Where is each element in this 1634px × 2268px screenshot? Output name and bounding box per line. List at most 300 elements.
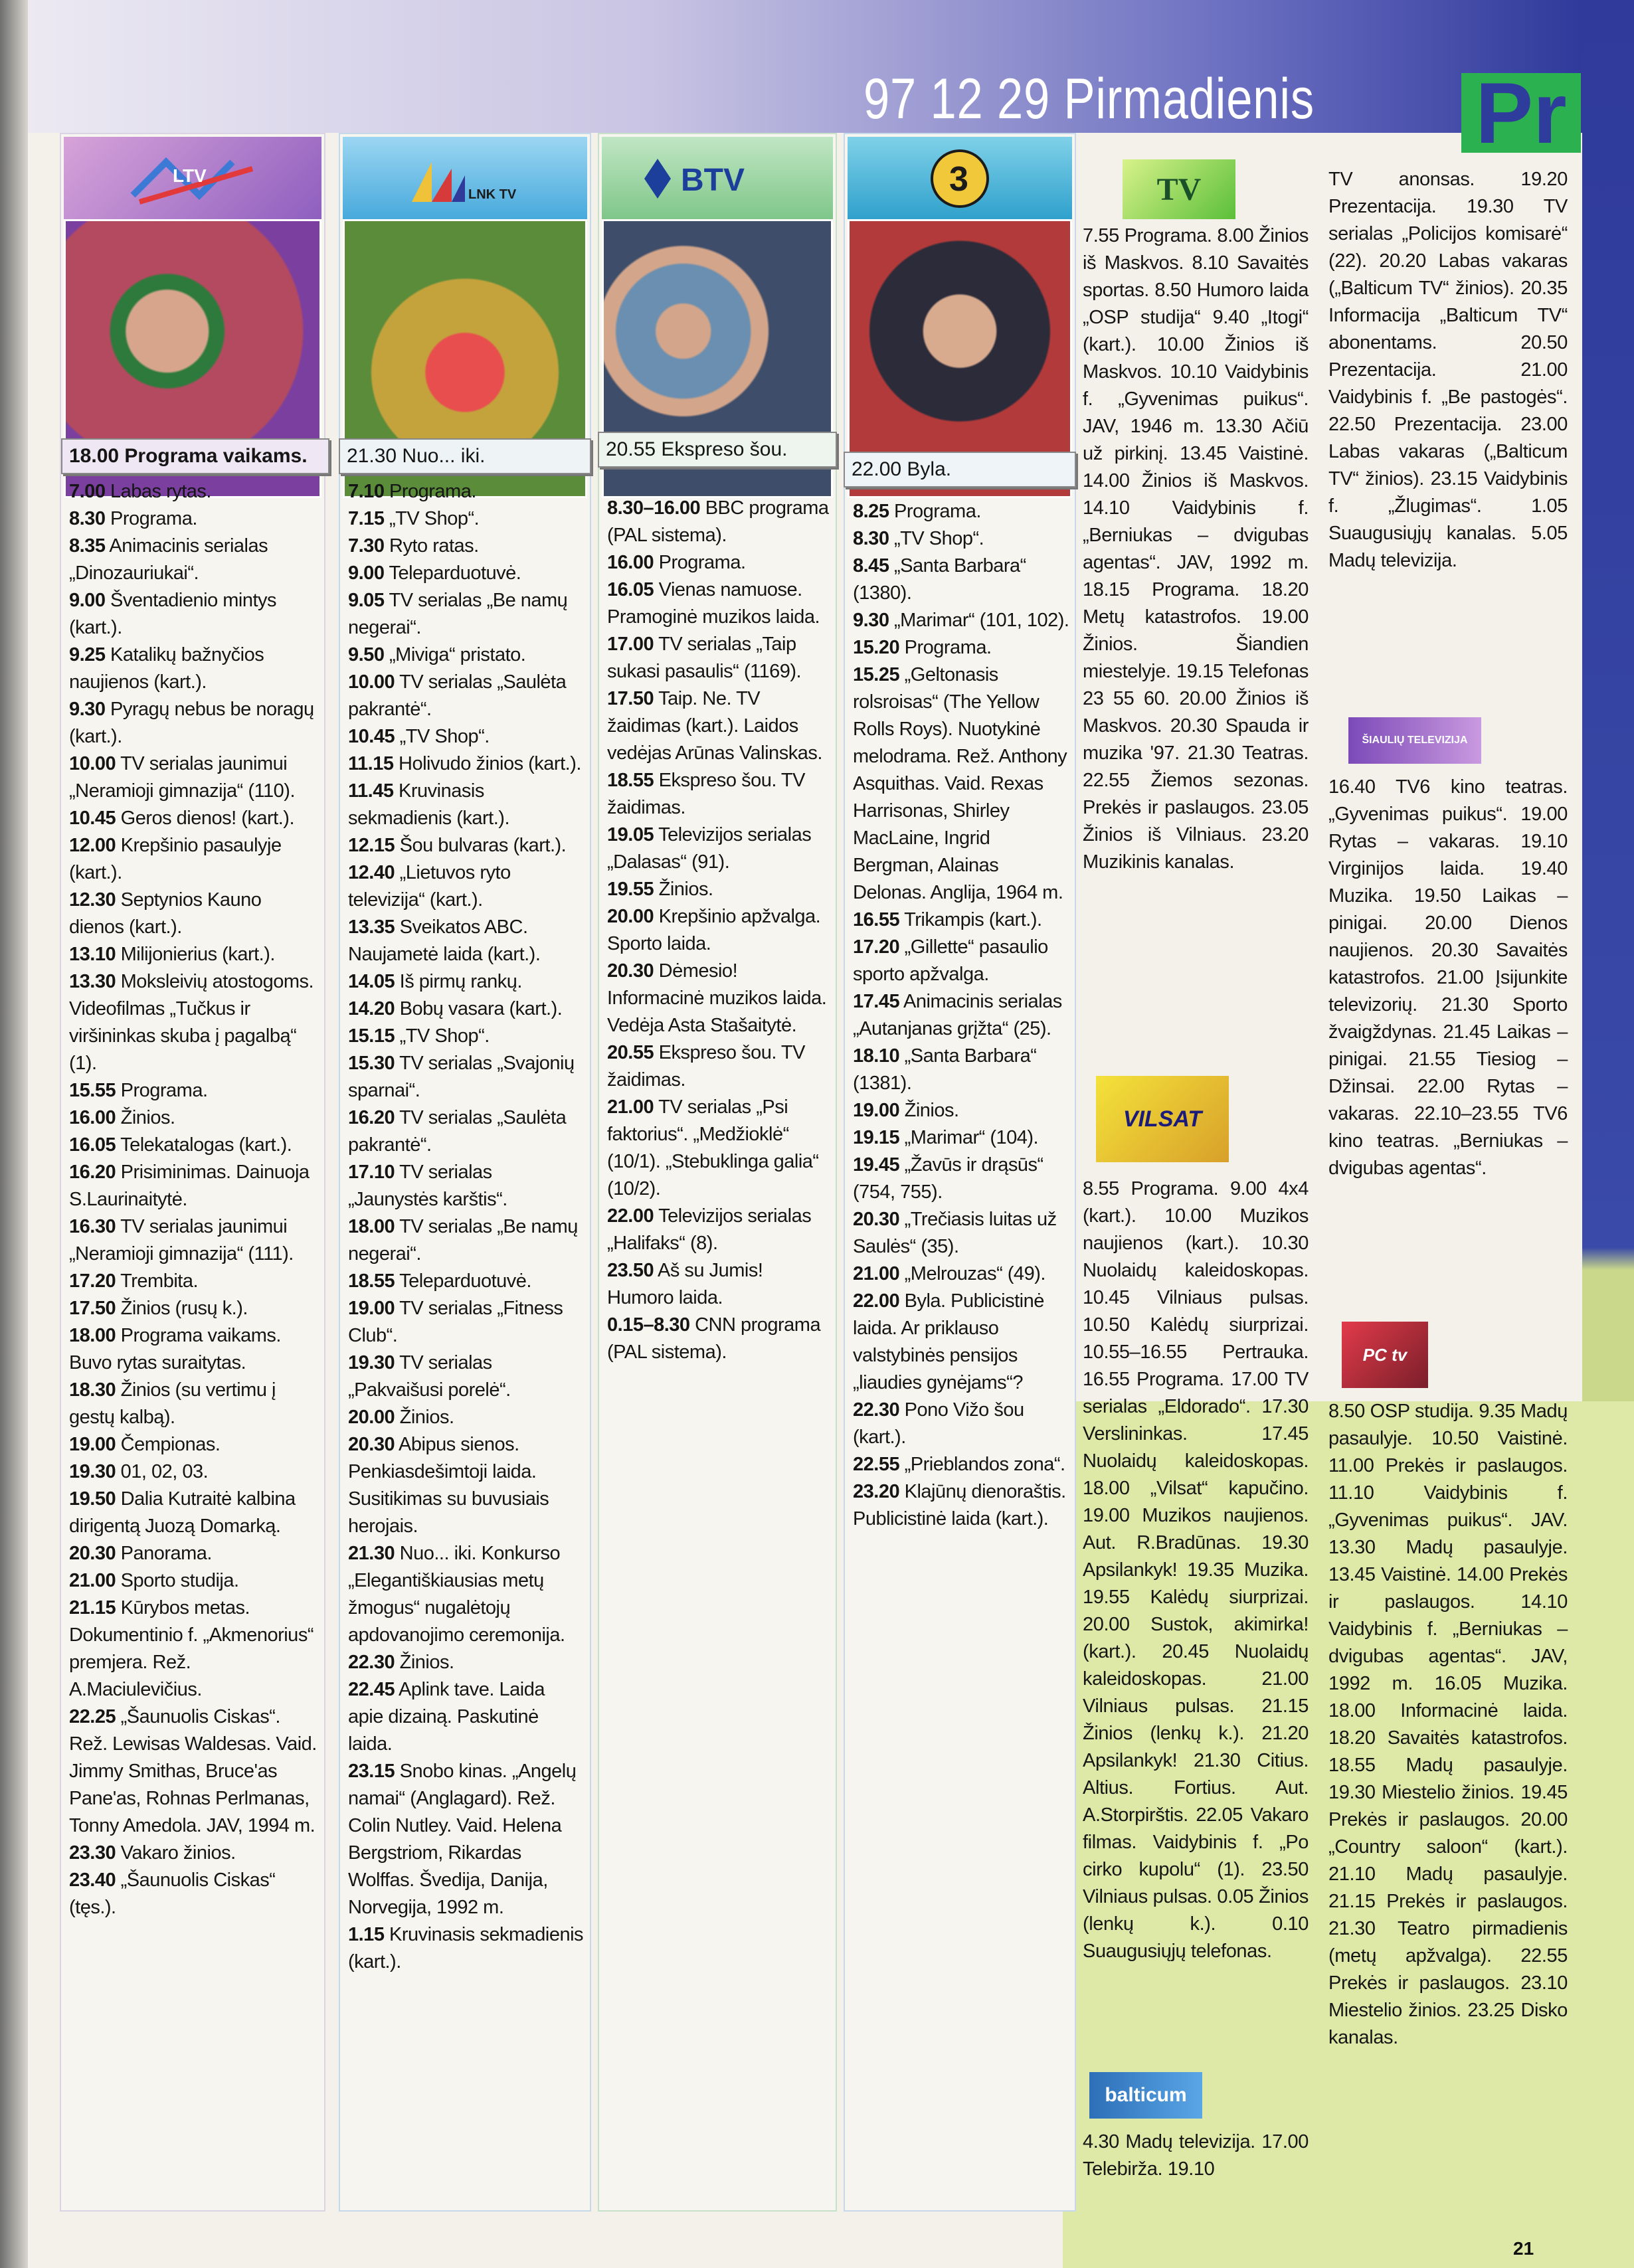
ltv-program-item bbox=[69, 505, 319, 533]
ltv-program-time: 13.30 bbox=[69, 971, 116, 992]
lnk-program-time: 1.15 bbox=[348, 1924, 385, 1945]
btv-program-title: Žinios. bbox=[654, 879, 713, 900]
tv3-program-time: 15.20 bbox=[853, 637, 900, 658]
lnk-program-item bbox=[348, 505, 585, 533]
lnk-program-item bbox=[348, 560, 585, 587]
ltv-program-time: 8.30 bbox=[69, 508, 106, 529]
lnk-program-item bbox=[348, 1649, 585, 1676]
tv3-logo-text: 3 bbox=[949, 159, 968, 199]
ltv-program-item bbox=[69, 832, 319, 887]
tv3-program-title: „Santa Barbara“ (1381). bbox=[853, 1045, 1037, 1094]
ltv-program-item bbox=[69, 1295, 319, 1322]
ltv-program-title: Programa vaikams. Buvo rytas suraitytas. bbox=[69, 1325, 281, 1373]
btv-program-item bbox=[607, 495, 830, 549]
tv3-program-time: 9.30 bbox=[853, 610, 889, 631]
ltv-program-item bbox=[69, 1431, 319, 1458]
ltv-program-title: Sporto studija. bbox=[116, 1570, 239, 1591]
ltv-program-time: 23.30 bbox=[69, 1842, 116, 1864]
tv3-program-item bbox=[853, 634, 1069, 661]
vilsat-listing: 8.55 Programa. 9.00 4x4 (kart.). 10.00 Muzikos naujienos (kart.). 10.30 Nuolaidų kaleidoskopas. 10.45 Vilniaus pulsas. 10.50 Kalėdų siurprizai. 10.55–16.55 Pertrauka. 16.55 Programa. 17.00 TV serialas „Eldorado“. 17.30 Verslininkas. 17.45 Nuolaidų kaleidoskopas. 18.00 „Vilsat“ kapučino. 19.00 Muzikos naujienos. Aut. R.Bradūnas. 19.30 Apsilankyk! 19.35 Muzika. 19.55 Kalėdų siurprizai. 20.00 Sustok, akimirka! (kart.). 20.45 Nuolaidų kaleidoskopas. 21.00 Vilniaus pulsas. 21.15 Žinios (lenkų k.). 21.20 Apsilankyk! 21.30 Citius. Altius. Fortius. Aut. A.Storpirštis. 22.05 Vakaro filmas. Vaidybinis f. „Po cirko kupolu“ (1). 23.50 Vilniaus pulsas. 0.05 Žinios (lenkų k.). 0.10 Suaugusiųjų telefonas. bbox=[1083, 1178, 1309, 1962]
ltv-program-item bbox=[69, 587, 319, 642]
tv3-logo-icon bbox=[927, 145, 993, 212]
lnk-program-time: 16.20 bbox=[348, 1107, 395, 1128]
pc-tv-listing: 8.50 OSP studija. 9.35 Madų pasaulyje. 10.50 Vaistinė. 11.00 Prekės ir paslaugos. 11.10 Vaidybinis f. „Gyvenimas puikus“. JAV. 13.30 Madų pasaulyje. 13.45 Vaistinė. 14.00 Prekės ir paslaugos. 14.10 Vaidybinis f. „Berniukas – dvigubas agentas“. JAV, 1992 m. 16.05 Muzika. 18.00 Informacinė laida. 18.20 Savaitės katastrofos. 18.55 Madų pasaulyje. 19.30 Miestelio žinios. 19.45 Prekės ir paslaugos. 20.00 „Country saloon“ (kart.). 21.10 Madų pasaulyje. 21.15 Prekės ir paslaugos. 21.30 Teatro pirmadienis (metų apžvalga). 22.55 Prekės ir paslaugos. 23.10 Miestelio žinios. 23.25 Disko kanalas. bbox=[1328, 1401, 1568, 2048]
lnk-program-item bbox=[348, 996, 585, 1023]
lnk-program-title: Ryto ratas. bbox=[384, 535, 479, 557]
btv-program-item bbox=[607, 1312, 830, 1366]
tv3-program-title: Klajūnų dienoraštis. Publicistinė laida (kart.). bbox=[853, 1481, 1066, 1529]
lnk-program-title: Šou bulvaras (kart.). bbox=[395, 835, 567, 856]
balticum-listing: 4.30 Madų televizija. 17.00 Telebirža. 19.10 bbox=[1083, 2131, 1309, 2180]
btv-program-time: 19.55 bbox=[607, 879, 654, 900]
tv3-program-item bbox=[853, 1288, 1069, 1397]
tv3-program-item bbox=[853, 988, 1069, 1043]
lnk-program-item bbox=[348, 1023, 585, 1050]
lnk-program-item bbox=[348, 1676, 585, 1758]
column-ltv bbox=[60, 133, 325, 2212]
tv3-program-title: Trikampis (kart.). bbox=[899, 909, 1042, 930]
tv3-program-time: 19.00 bbox=[853, 1100, 900, 1121]
lnk-program-time: 9.05 bbox=[348, 590, 385, 611]
btv-program-title: Taip. Ne. TV žaidimas (kart.). Laidos vedėjas Arūnas Valinskas. bbox=[607, 688, 822, 764]
tv-one-listing: 7.55 Programa. 8.00 Žinios iš Maskvos. 8.10 Savaitės sportas. 8.50 Humoro laida „OSP studija“ 9.40 „Itogi“ (kart.). 10.00 Žinios iš Maskvos. 10.10 Vaidybinis f. „Gyvenimas puikus“. JAV, 1946 m. 13.30 Ačiū už pirkinį. 13.45 Vaistinė. 14.00 Žinios iš Maskvos. 14.10 Vaidybinis f. „Berniukas – dvigubas agentas“. JAV, 1992 m. 18.15 Programa. 18.20 Metų katastrofos. 19.00 Žinios. Šiandien miestelyje. 19.15 Telefonas 23 55 60. 20.00 Žinios iš Maskvos. 20.30 Spauda ir muzika '97. 21.30 Teatras. 22.55 Žiemos sezonas. Prekės ir paslaugos. 23.05 Žinios iš Vilniaus. 23.20 Muzikinis kanalas. bbox=[1083, 225, 1309, 873]
ltv-program-title: Geros dienos! (kart.). bbox=[116, 808, 295, 829]
lnk-program-title: TV serialas „Jaunystės karštis“. bbox=[348, 1162, 507, 1210]
ltv-program-time: 15.55 bbox=[69, 1080, 116, 1101]
btv-program-item bbox=[607, 631, 830, 685]
btv-program-time: 22.00 bbox=[607, 1205, 654, 1227]
tv3-program-item bbox=[853, 1043, 1069, 1097]
lnk-program-title: „TV Shop“. bbox=[395, 726, 490, 747]
tv3-program-title: „Marimar“ (104). bbox=[899, 1127, 1039, 1148]
ltv-program-title: Šventadienio mintys (kart.). bbox=[69, 590, 277, 638]
tv3-program-item bbox=[853, 553, 1069, 607]
btv-program-time: 21.00 bbox=[607, 1096, 654, 1118]
ltv-program-title: Dalia Kutraitė kalbina dirigentą Juozą Domarką. bbox=[69, 1488, 296, 1537]
ltv-program-time: 16.20 bbox=[69, 1162, 116, 1183]
lnk-program-title: Teleparduotuvė. bbox=[384, 563, 521, 584]
btv-program-title: TV serialas „Taip sukasi pasaulis“ (1169). bbox=[607, 634, 802, 682]
ltv-program-title: Programa. bbox=[116, 1080, 208, 1101]
ltv-program-item bbox=[69, 1322, 319, 1377]
tv3-program-item bbox=[853, 1451, 1069, 1478]
btv-logo-icon bbox=[638, 152, 797, 205]
lnk-program-item bbox=[348, 478, 585, 505]
tv3-program-item bbox=[853, 934, 1069, 988]
lnk-program-title: TV serialas „Saulėta pakrantė“. bbox=[348, 1107, 567, 1156]
lnk-listing bbox=[348, 478, 585, 1976]
siauliu-listing: 16.40 TV6 kino teatras. „Gyvenimas puikus“. 19.00 Rytas – vakaras. 19.10 Virginijos laida. 19.40 Muzika. 19.50 Laikas – pinigai. 20.00 Dienos naujienos. 20.30 Savaitės katastrofos. 21.00 Įsijunkite televizorių. 21.30 Sporto žvaigždynas. 21.45 Laikas – pinigai. 21.55 Tiesiog – Džinsai. 22.00 Rytas – vakaras. 22.10–23.55 TV6 kino teatras. „Berniukas – dvigubas agentas“. bbox=[1328, 776, 1568, 1179]
ltv-program-time: 16.05 bbox=[69, 1134, 116, 1156]
btv-program-time: 16.00 bbox=[607, 552, 654, 573]
header-band bbox=[28, 0, 1582, 133]
lnk-program-item bbox=[348, 642, 585, 669]
tv3-program-time: 22.55 bbox=[853, 1454, 900, 1475]
tv3-program-title: Byla. Publicistinė laida. Ar priklauso valstybinės pensijos „liaudies gynėjams“? bbox=[853, 1290, 1044, 1393]
lnk-program-time: 13.35 bbox=[348, 916, 395, 938]
ltv-program-title: Trembita. bbox=[116, 1270, 199, 1292]
ltv-program-title: Programa. bbox=[105, 508, 197, 529]
btv-program-title: Programa. bbox=[654, 552, 746, 573]
tv3-program-title: „Prieblandos zona“. bbox=[899, 1454, 1065, 1475]
lnk-program-time: 7.15 bbox=[348, 508, 385, 529]
tv3-caption: 22.00 Byla. bbox=[844, 452, 1076, 487]
ltv-program-time: 19.00 bbox=[69, 1434, 116, 1455]
btv-program-time: 8.30–16.00 bbox=[607, 497, 701, 519]
ltv-caption: 18.00 Programa vaikams. bbox=[61, 438, 329, 474]
ltv-program-item bbox=[69, 1595, 319, 1703]
ltv-program-time: 23.40 bbox=[69, 1870, 116, 1891]
tv3-program-item bbox=[853, 1206, 1069, 1261]
btv-program-time: 23.50 bbox=[607, 1260, 654, 1281]
tv3-program-title: „Melrouzas“ (49). bbox=[899, 1263, 1045, 1284]
lnk-program-time: 23.15 bbox=[348, 1761, 395, 1782]
lnk-program-title: Kruvinasis sekmadienis (kart.). bbox=[348, 780, 510, 829]
ltv-program-time: 10.45 bbox=[69, 808, 116, 829]
tv3-program-time: 8.30 bbox=[853, 528, 889, 549]
ltv-program-item bbox=[69, 1132, 319, 1159]
ltv-program-title: „Šaunuolis Ciskas“ (tęs.). bbox=[69, 1870, 276, 1918]
lnk-program-time: 10.45 bbox=[348, 726, 395, 747]
lnk-logo-icon bbox=[399, 149, 531, 209]
ltv-logo-text: LTV bbox=[173, 165, 207, 186]
lnk-caption: 21.30 Nuo... iki. bbox=[339, 438, 591, 474]
ltv-program-title: Prisiminimas. Dainuoja S.Laurinaitytė. bbox=[69, 1162, 310, 1210]
tv-one-logo bbox=[1123, 159, 1235, 219]
page-title: 97 12 29 Pirmadienis bbox=[863, 67, 1315, 131]
btv-caption: 20.55 Ekspreso šou. bbox=[598, 432, 837, 468]
lnk-program-title: Snobo kinas. „Angelų namai“ (Anglagard). Rež. Colin Nutley. Vaid. Helena Bergstriom, Rikardas Wolffas. Švedija, Danija, Norvegija, 1992 m. bbox=[348, 1761, 577, 1918]
tv3-program-time: 15.25 bbox=[853, 664, 900, 685]
tv3-program-time: 22.00 bbox=[853, 1290, 900, 1312]
tv3-listing bbox=[853, 498, 1069, 1533]
ltv-program-title: Žinios (rusų k.). bbox=[116, 1298, 248, 1319]
ltv-program-time: 9.25 bbox=[69, 644, 106, 665]
lnk-program-time: 11.15 bbox=[348, 753, 394, 774]
tv3-logo bbox=[848, 137, 1072, 220]
lnk-program-time: 14.05 bbox=[348, 971, 395, 992]
btv-program-item bbox=[607, 1094, 830, 1203]
ltv-program-time: 21.00 bbox=[69, 1570, 116, 1591]
tv3-program-item bbox=[853, 1397, 1069, 1451]
balticum-logo bbox=[1089, 2072, 1202, 2119]
ltv-program-title: Katalikų bažnyčios naujienos (kart.). bbox=[69, 644, 264, 693]
tv3-program-time: 18.10 bbox=[853, 1045, 900, 1067]
ltv-program-title: „Šaunuolis Ciskas“. Rež. Lewisas Waldesas. Vaid. Jimmy Smithas, Bruce'as Pane'as, Rohnas Perlmanas, Tonny Amedola. JAV, 1994 m. bbox=[69, 1706, 317, 1836]
btv-program-title: CNN programa (PAL sistema). bbox=[607, 1314, 821, 1363]
ltv-program-time: 12.00 bbox=[69, 835, 116, 856]
ltv-program-time: 7.00 bbox=[69, 481, 106, 502]
ltv-program-title: Panorama. bbox=[116, 1543, 212, 1564]
btv-listing bbox=[607, 495, 830, 1366]
btv-logo-text: BTV bbox=[681, 162, 745, 198]
btv-program-item bbox=[607, 549, 830, 576]
tv3-program-time: 20.30 bbox=[853, 1209, 900, 1230]
ltv-program-title: Labas rytas. bbox=[105, 481, 211, 502]
tv3-program-time: 16.55 bbox=[853, 909, 900, 930]
ltv-program-title: Moksleivių atostogoms. Videofilmas „Tučkus ir viršininkas skuba į pagalbą“ (1). bbox=[69, 971, 314, 1074]
btv-program-time: 0.15–8.30 bbox=[607, 1314, 690, 1336]
tv3-program-time: 8.25 bbox=[853, 501, 889, 522]
ltv-program-item bbox=[69, 1077, 319, 1104]
ltv-program-time: 10.00 bbox=[69, 753, 116, 774]
btv-program-item bbox=[607, 685, 830, 767]
btv-program-title: BBC programa (PAL sistema). bbox=[607, 497, 829, 546]
tv3-program-item bbox=[853, 525, 1069, 553]
column-lnk bbox=[339, 133, 591, 2212]
lnk-program-item bbox=[348, 587, 585, 642]
lnk-program-item bbox=[348, 1350, 585, 1404]
ltv-program-item bbox=[69, 1540, 319, 1567]
btv-program-item bbox=[607, 822, 830, 876]
ltv-program-item bbox=[69, 1458, 319, 1486]
lnk-logo bbox=[343, 137, 587, 220]
lnk-program-title: TV serialas „Svajonių sparnai“. bbox=[348, 1053, 575, 1101]
ltv-program-time: 16.00 bbox=[69, 1107, 116, 1128]
ltv-program-item bbox=[69, 1104, 319, 1132]
siauliu-logo-text: ŠIAULIŲ TELEVIZIJA bbox=[1362, 735, 1468, 746]
lnk-program-item bbox=[348, 1050, 585, 1104]
vilsat-logo-text: VILSAT bbox=[1123, 1106, 1202, 1132]
btv-program-time: 19.05 bbox=[607, 824, 654, 845]
lnk-program-item bbox=[348, 914, 585, 968]
btv-program-title: Ekspreso šou. TV žaidimas. bbox=[607, 770, 805, 818]
tv3-program-item bbox=[853, 1152, 1069, 1206]
lnk-program-time: 18.55 bbox=[348, 1270, 395, 1292]
lnk-program-time: 15.15 bbox=[348, 1025, 395, 1047]
tv3-program-item bbox=[853, 661, 1069, 907]
ltv-program-item bbox=[69, 1213, 319, 1268]
tv3-program-title: „Trečiasis luitas už Saulės“ (35). bbox=[853, 1209, 1057, 1257]
tv-one-logo-text: TV bbox=[1156, 171, 1202, 207]
ltv-program-title: Vakaro žinios. bbox=[116, 1842, 236, 1864]
btv-logo bbox=[602, 137, 833, 220]
lnk-program-item bbox=[348, 1404, 585, 1431]
page-number: 21 bbox=[1513, 2238, 1534, 2259]
lnk-logo-text: LNK TV bbox=[468, 187, 517, 202]
ltv-program-item bbox=[69, 1377, 319, 1431]
column-btv bbox=[598, 133, 837, 2212]
lnk-program-item bbox=[348, 1921, 585, 1976]
lnk-program-item bbox=[348, 1159, 585, 1213]
ltv-program-item bbox=[69, 478, 319, 505]
column-right-a bbox=[1083, 153, 1322, 2231]
ltv-program-item bbox=[69, 1567, 319, 1595]
btv-program-time: 16.05 bbox=[607, 579, 654, 600]
tv3-program-title: Animacinis serialas „Autanjanas grįžta“ (25). bbox=[853, 991, 1062, 1039]
tv3-program-time: 23.20 bbox=[853, 1481, 900, 1502]
ltv-program-title: Žinios. bbox=[116, 1107, 175, 1128]
ltv-listing bbox=[69, 478, 319, 1921]
ltv-program-item bbox=[69, 968, 319, 1077]
ltv-program-time: 17.20 bbox=[69, 1270, 116, 1292]
btv-program-time: 18.55 bbox=[607, 770, 654, 791]
lnk-program-time: 11.45 bbox=[348, 780, 394, 802]
ltv-program-item bbox=[69, 750, 319, 805]
lnk-program-time: 7.30 bbox=[348, 535, 385, 557]
ltv-logo-icon bbox=[126, 149, 259, 209]
tv3-program-title: Programa. bbox=[899, 637, 992, 658]
ltv-program-time: 21.15 bbox=[69, 1597, 116, 1618]
lnk-program-title: TV serialas „Be namų negerai“. bbox=[348, 590, 568, 638]
ltv-program-title: Septynios Kauno dienos (kart.). bbox=[69, 889, 262, 938]
balticum-logo-text: balticum bbox=[1105, 2084, 1187, 2106]
btv-program-item bbox=[607, 576, 830, 631]
lnk-program-item bbox=[348, 1431, 585, 1540]
ltv-program-title: Milijonierius (kart.). bbox=[116, 944, 275, 965]
lnk-program-title: TV serialas „Saulėta pakrantė“. bbox=[348, 671, 567, 720]
tv3-program-item bbox=[853, 498, 1069, 525]
lnk-program-item bbox=[348, 1758, 585, 1921]
btv-program-time: 20.30 bbox=[607, 960, 654, 982]
ltv-program-item bbox=[69, 1159, 319, 1213]
btv-program-item bbox=[607, 903, 830, 958]
tv3-program-item bbox=[853, 1261, 1069, 1288]
lnk-program-time: 10.00 bbox=[348, 671, 395, 693]
lnk-program-item bbox=[348, 723, 585, 750]
ltv-program-title: Kūrybos metas. Dokumentinio f. „Akmenorius“ premjera. Rež. A.Maciulevičius. bbox=[69, 1597, 314, 1700]
ltv-program-time: 13.10 bbox=[69, 944, 116, 965]
tv3-program-time: 8.45 bbox=[853, 555, 889, 576]
lnk-program-title: „Miviga“ pristato. bbox=[384, 644, 526, 665]
lnk-program-time: 9.00 bbox=[348, 563, 385, 584]
lnk-program-item bbox=[348, 1213, 585, 1268]
lnk-program-title: TV serialas „Fitness Club“. bbox=[348, 1298, 563, 1346]
lnk-program-item bbox=[348, 1295, 585, 1350]
lnk-program-time: 15.30 bbox=[348, 1053, 395, 1074]
ltv-program-title: TV serialas jaunimui „Neramioji gimnazija“ (110). bbox=[69, 753, 296, 802]
lnk-program-item bbox=[348, 533, 585, 560]
ltv-program-title: Pyragų nebus be noragų (kart.). bbox=[69, 699, 314, 747]
ltv-program-item bbox=[69, 1867, 319, 1921]
lnk-program-title: Nuo... iki. Konkurso „Elegantiškiausias metų žmogus“ nugalėtojų apdovanojimo ceremonija. bbox=[348, 1543, 565, 1646]
btv-program-time: 20.55 bbox=[607, 1042, 654, 1063]
section-badge: Pr bbox=[1461, 73, 1581, 153]
ltv-program-time: 20.30 bbox=[69, 1543, 116, 1564]
tv3-program-title: Pono Vižo šou (kart.). bbox=[853, 1399, 1024, 1448]
btv-program-title: Krepšinio apžvalga. Sporto laida. bbox=[607, 906, 821, 954]
btv-program-item bbox=[607, 876, 830, 903]
btv-program-title: TV serialas „Psi faktorius“. „Medžioklė“ (10/1). „Stebuklinga galia“ (10/2). bbox=[607, 1096, 819, 1199]
tv3-program-item bbox=[853, 907, 1069, 934]
btv-program-title: Ekspreso šou. TV žaidimas. bbox=[607, 1042, 805, 1090]
ltv-program-item bbox=[69, 696, 319, 750]
btv-program-time: 20.00 bbox=[607, 906, 654, 927]
lnk-program-time: 14.20 bbox=[348, 998, 395, 1019]
tv3-program-item bbox=[853, 1097, 1069, 1124]
ltv-program-time: 12.30 bbox=[69, 889, 116, 911]
tv3-program-title: Programa. bbox=[889, 501, 981, 522]
btv-program-title: Dėmesio! Informacinė muzikos laida. Vedėja Asta Stašaitytė. bbox=[607, 960, 827, 1036]
btv-program-title: Televizijos serialas „Halifaks“ (8). bbox=[607, 1205, 812, 1254]
ltv-program-item bbox=[69, 805, 319, 832]
lnk-program-title: Aplink tave. Laida apie dizainą. Paskutinė laida. bbox=[348, 1679, 545, 1755]
ltv-program-time: 16.30 bbox=[69, 1216, 116, 1237]
column-right-b bbox=[1328, 166, 1574, 2245]
ltv-program-time: 8.35 bbox=[69, 535, 106, 557]
ltv-program-title: Telekatalogas (kart.). bbox=[116, 1134, 292, 1156]
lnk-program-time: 20.00 bbox=[348, 1407, 395, 1428]
lnk-program-title: Žinios. bbox=[395, 1652, 454, 1673]
ltv-program-title: Animacinis serialas „Dinozauriukai“. bbox=[69, 535, 268, 584]
lnk-program-time: 7.10 bbox=[348, 481, 385, 502]
lnk-program-title: Iš pirmų rankų. bbox=[395, 971, 522, 992]
lnk-program-time: 22.45 bbox=[348, 1679, 395, 1700]
lnk-program-time: 18.00 bbox=[348, 1216, 395, 1237]
tv3-program-title: Žinios. bbox=[899, 1100, 959, 1121]
ltv-program-time: 18.30 bbox=[69, 1379, 116, 1401]
lnk-program-title: Teleparduotuvė. bbox=[395, 1270, 531, 1292]
lnk-program-title: Abipus sienos. Penkiasdešimtoji laida. Susitikimas su buvusiais herojais. bbox=[348, 1434, 549, 1537]
tv3-program-item bbox=[853, 607, 1069, 634]
lnk-program-time: 17.10 bbox=[348, 1162, 395, 1183]
btv-program-time: 17.50 bbox=[607, 688, 654, 709]
ltv-program-item bbox=[69, 1840, 319, 1867]
tv3-program-time: 19.45 bbox=[853, 1154, 900, 1176]
tv3-program-item bbox=[853, 1478, 1069, 1533]
lnk-program-title: Žinios. bbox=[395, 1407, 454, 1428]
lnk-program-title: TV serialas „Be namų negerai“. bbox=[348, 1216, 578, 1265]
lnk-program-item bbox=[348, 750, 585, 778]
ltv-program-title: 01, 02, 03. bbox=[116, 1461, 209, 1482]
lnk-program-time: 9.50 bbox=[348, 644, 385, 665]
ltv-program-item bbox=[69, 1703, 319, 1840]
btv-program-item bbox=[607, 1203, 830, 1257]
tv3-program-title: „Geltonasis rolsroisas“ (The Yellow Rolls Roys). Nuotykinė melodrama. Rež. Anthony Asquithas. Vaid. Rexas Harrisonas, Shirley MacLaine, Ingrid Bergman, Alainas Delonas. Anglija, 1964 m. bbox=[853, 664, 1067, 903]
tv3-program-title: „Žavūs ir drąsūs“ (754, 755). bbox=[853, 1154, 1044, 1203]
btv-program-title: Vienas namuose. Pramoginė muzikos laida. bbox=[607, 579, 820, 628]
lnk-program-item bbox=[348, 859, 585, 914]
lnk-program-item bbox=[348, 832, 585, 859]
lnk-program-item bbox=[348, 778, 585, 832]
lnk-program-title: „Lietuvos ryto televizija“ (kart.). bbox=[348, 862, 511, 911]
lnk-program-time: 22.30 bbox=[348, 1652, 395, 1673]
page-spine bbox=[0, 0, 28, 2268]
lnk-program-title: Programa. bbox=[384, 481, 476, 502]
btv-program-item bbox=[607, 1039, 830, 1094]
ltv-program-title: Žinios (su vertimu į gestų kalbą). bbox=[69, 1379, 276, 1428]
ltv-program-time: 22.25 bbox=[69, 1706, 116, 1727]
ltv-program-item bbox=[69, 1268, 319, 1295]
lnk-program-time: 20.30 bbox=[348, 1434, 395, 1455]
ltv-program-time: 9.30 bbox=[69, 699, 106, 720]
ltv-program-time: 17.50 bbox=[69, 1298, 116, 1319]
lnk-program-item bbox=[348, 968, 585, 996]
ltv-program-title: TV serialas jaunimui „Neramioji gimnazija“ (111). bbox=[69, 1216, 294, 1265]
tv3-program-time: 17.20 bbox=[853, 936, 900, 958]
btv-program-time: 17.00 bbox=[607, 634, 654, 655]
ltv-program-title: Čempionas. bbox=[116, 1434, 221, 1455]
tv3-program-time: 17.45 bbox=[853, 991, 900, 1012]
pc-tv-logo bbox=[1342, 1322, 1428, 1388]
balticum-continued-listing: TV anonsas. 19.20 Prezentacija. 19.30 TV serialas „Policijos komisarė“ (22). 20.20 Labas vakaras („Balticum TV“ žinios). 20.35 Informacija „Balticum TV“ abonentams. 20.50 Prezentacija. 21.00 Vaidybinis f. „Be pastogės“. 22.50 Prezentacija. 23.00 Labas vakaras („Balticum TV“ žinios). 23.15 Vaidybinis f. „Žlugimas“. 1.05 Suaugusiųjų kanalas. 5.05 Madų televizija. bbox=[1328, 169, 1568, 571]
lnk-program-time: 19.00 bbox=[348, 1298, 395, 1319]
tv3-program-title: „TV Shop“. bbox=[889, 528, 984, 549]
tv3-program-title: „Gillette“ pasaulio sporto apžvalga. bbox=[853, 936, 1048, 985]
lnk-program-title: „TV Shop“. bbox=[395, 1025, 490, 1047]
btv-program-item bbox=[607, 958, 830, 1039]
lnk-program-title: Kruvinasis sekmadienis (kart.). bbox=[348, 1924, 584, 1972]
lnk-program-item bbox=[348, 1104, 585, 1159]
lnk-program-time: 12.15 bbox=[348, 835, 395, 856]
ltv-program-time: 18.00 bbox=[69, 1325, 116, 1346]
ltv-program-item bbox=[69, 642, 319, 696]
lnk-program-item bbox=[348, 669, 585, 723]
tv3-program-time: 22.30 bbox=[853, 1399, 900, 1421]
ltv-program-item bbox=[69, 1486, 319, 1540]
tv3-program-time: 19.15 bbox=[853, 1127, 900, 1148]
lnk-program-item bbox=[348, 1268, 585, 1295]
